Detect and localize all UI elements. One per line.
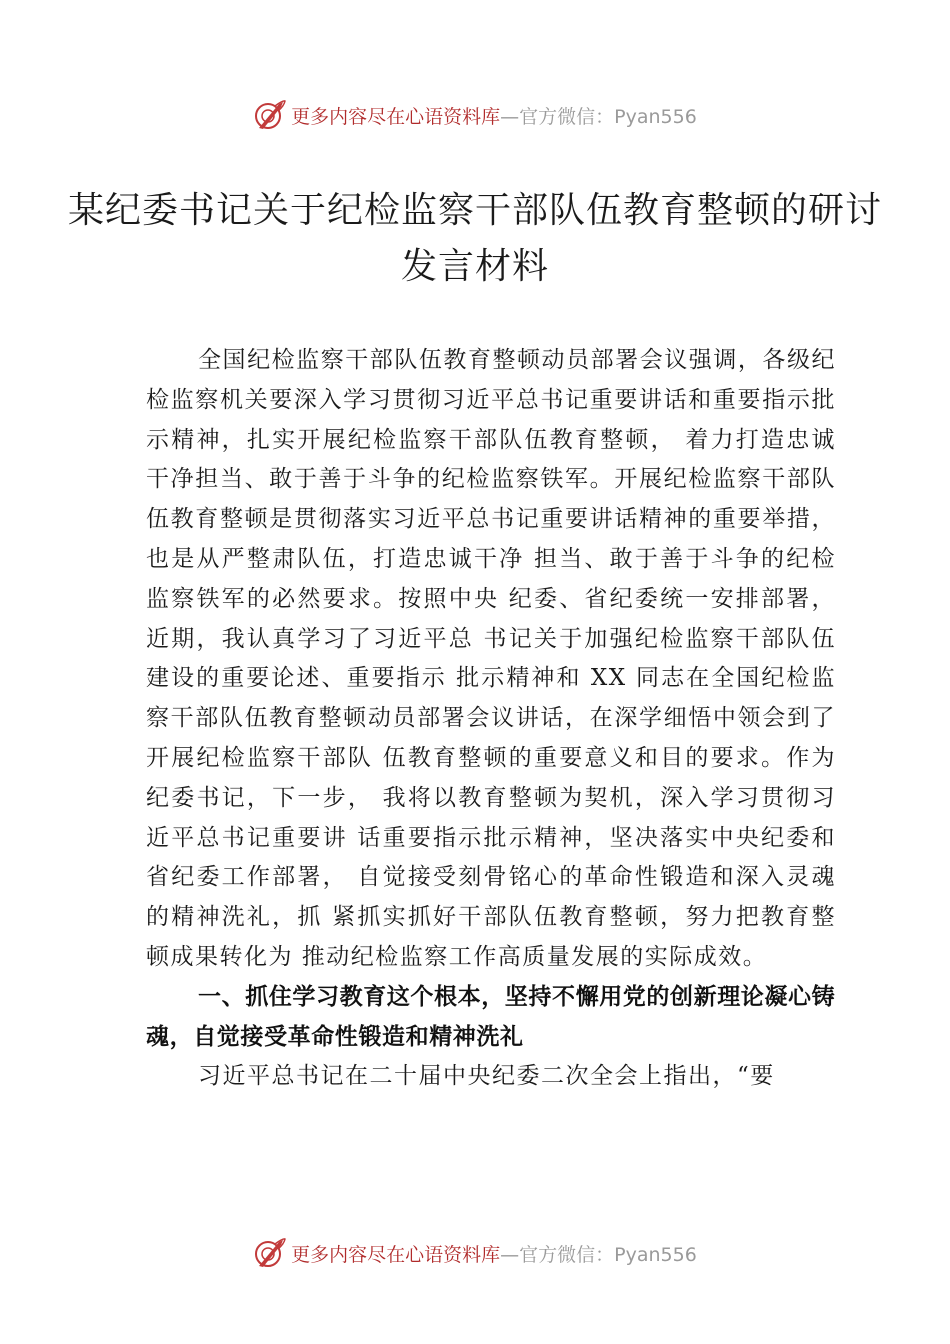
document-body: [146, 341, 836, 1097]
banner-contact: —官方微信：Pyan556: [500, 1243, 697, 1266]
banner-contact: —官方微信：Pyan556: [500, 105, 697, 128]
footer-banner: [0, 1233, 950, 1273]
document-title: 某纪委书记关于纪检监察干部队伍教育整顿的研讨发言材料: [67, 190, 882, 287]
banner-brand: 更多内容尽在心语资料库: [291, 1243, 501, 1266]
header-banner: [0, 95, 950, 135]
quill-seal-icon: [253, 1236, 287, 1270]
intro-paragraph: 全国纪检监察干部队伍教育整顿动员部署会议强调，各级纪检监察机关要深入学习贯彻习近平总书记重要讲话和重要指示批示精神，扎实开展纪检监察干部队伍教育整顿， 着力打造忠诚干净担当、敢于善于斗争的纪检监察铁军。开展纪检监察干部队伍教育整顿是贯彻落实习近平总书记重要讲话精神的重要举措，也是从严整肃队伍，打造忠诚干净 担当、敢于善于斗争的纪检监察铁军的必然要求。按照中央 纪委、省纪委统一安排部署，近期，我认真学习了习近平总 书记关于加强纪检监察干部队伍建设的重要论述、重要指示 批示精神和 XX 同志在全国纪检监察干部队伍教育整顿动员部署会议讲话，在深学细悟中领会到了开展纪检监察干部队 伍教育整顿的重要意义和目的要求。作为纪委书记，下一步， 我将以教育整顿为契机，深入学习贯彻习近平总书记重要讲 话重要指示批示精神，坚决落实中央纪委和省纪委工作部署， 自觉接受刻骨铭心的革命性锻造和深入灵魂的精神洗礼，抓 紧抓实抓好干部队伍教育整顿，努力把教育整顿成果转化为 推动纪检监察工作高质量发展的实际成效。: [146, 347, 836, 970]
quill-seal-icon: [253, 98, 287, 132]
section-heading: 一、抓住学习教育这个根本，坚持不懈用党的创新理论凝心铸魂，自觉接受革命性锻造和精神洗礼: [146, 983, 836, 1050]
section-paragraph: 习近平总书记在二十届中央纪委二次全会上指出，“要: [198, 1063, 775, 1090]
banner-brand: 更多内容尽在心语资料库: [291, 105, 501, 128]
